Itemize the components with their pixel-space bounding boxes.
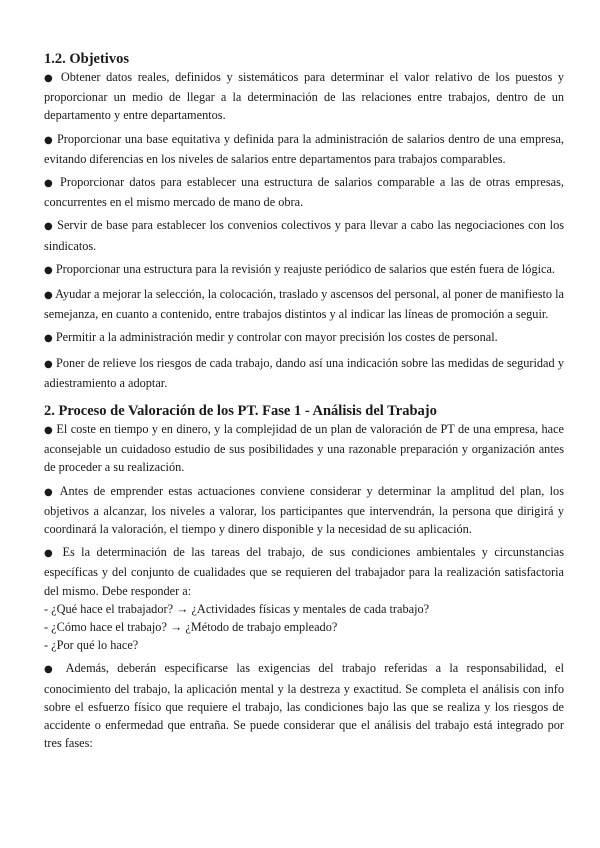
objective-text: Proporcionar datos para establecer una estructura de salarios comparable a las de otras empresas, concurrentes en el mismo mercado de mano de obra. <box>44 175 564 210</box>
bullet-icon: ● <box>44 664 58 676</box>
bullet-icon: ● <box>44 486 55 498</box>
objective-item <box>44 130 564 168</box>
objective-item <box>44 68 564 125</box>
objective-text: Poner de relieve los riesgos de cada trabajo, dando así una indicación sobre las medidas de seguridad y adiestramiento a adoptar. <box>44 355 564 390</box>
objective-text: Servir de base para establecer los convenios colectivos y para llevar a cabo las negociaciones con los sindicatos. <box>44 218 564 253</box>
objective-item <box>44 173 564 211</box>
bullet-icon: ● <box>44 358 53 370</box>
bullet-icon: ● <box>44 425 54 437</box>
objective-text: Proporcionar una estructura para la revisión y reajuste periódico de salarios que estén fuera de lógica. <box>55 261 556 276</box>
bullet-icon: ● <box>44 73 56 84</box>
objective-item <box>44 285 564 323</box>
process-item <box>44 659 564 752</box>
question-item: - ¿Por qué lo hace? <box>44 638 139 653</box>
document-body <box>44 50 564 758</box>
process-item <box>44 420 564 477</box>
process-text: Antes de emprender estas actuaciones conviene considerar y determinar la amplitud del plan, los objetivos a alcanzar, los niveles a valorar, los participantes que intervendrán, la persona que dirigirá y coordinará la valoración, el tiempo y dinero disponible y la necesidad de su aplicación. <box>44 483 564 537</box>
objective-item <box>44 328 564 348</box>
bullet-icon: ● <box>44 134 54 146</box>
objective-text: Proporcionar una base equitativa y definida para la administración de salarios dentro de una empresa, evitando diferencias en los niveles de salarios entre departamentos para trabajos comparables. <box>44 131 564 166</box>
process-text: Además, deberán especificarse las exigencias del trabajo referidas a la responsabilidad, el conocimiento del trabajo, la aplicación mental y la destreza y exactitud. Se completa el análisis con info sobre el esfuerzo físico que requiere el trabajo, las condiciones bajo las que se realiza y los riesgos de accidente o enfermedad que entraña. Se puede considerar que el análisis del trabajo está integrado por tres fases: <box>44 661 564 751</box>
bullet-icon: ● <box>44 290 53 302</box>
objective-text: Ayudar a mejorar la selección, la colocación, traslado y ascensos del personal, al poner de manifiesto la semejanza, en cuanto a contenido, entre trabajos distintos y al indicar las líneas de promoción a seguir. <box>44 287 565 322</box>
process-item <box>44 543 564 600</box>
bullet-icon: ● <box>44 548 57 560</box>
objective-text: Obtener datos reales, definidos y sistemáticos para determinar el valor relativo de los puestos y proporcionar un medio de llegar a la determinación de las relaciones entre trabajos, dentro de un departamento y entre departamentos. <box>44 70 565 123</box>
objective-item <box>44 216 564 254</box>
objective-item <box>44 354 564 392</box>
bullet-icon: ● <box>44 178 55 190</box>
objective-item <box>44 260 564 280</box>
question-list <box>44 600 564 655</box>
bullet-icon: ● <box>44 333 53 345</box>
process-text: El coste en tiempo y en dinero, y la complejidad de un plan de valoración de PT de una empresa, hace aconsejable un cuidadoso estudio de sus posibilidades y una razonable preparación y organización antes de proceder a su realización. <box>44 422 564 475</box>
objective-text: Permitir a la administración medir y controlar con mayor precisión los costes de personal. <box>55 330 498 345</box>
process-text: Es la determinación de las tareas del trabajo, de sus condiciones ambientales y circunstancias específicas y del conjunto de cualidades que se requieren del trabajador para la realización satisfactoria del mismo. Debe responder a: <box>44 545 564 598</box>
question-item: - ¿Qué hace el trabajador? → ¿Actividades físicas y mentales de cada trabajo? <box>44 601 430 616</box>
bullet-icon: ● <box>44 264 53 276</box>
bullet-icon: ● <box>44 221 54 233</box>
process-item <box>44 482 564 539</box>
section-heading-objetivos: 1.2. Objetivos <box>44 51 129 67</box>
section-heading-proceso-valoracion: 2. Proceso de Valoración de los PT. Fase 1 - Análisis del Trabajo <box>44 403 437 420</box>
question-item: - ¿Cómo hace el trabajo? → ¿Método de trabajo empleado? <box>44 620 338 635</box>
